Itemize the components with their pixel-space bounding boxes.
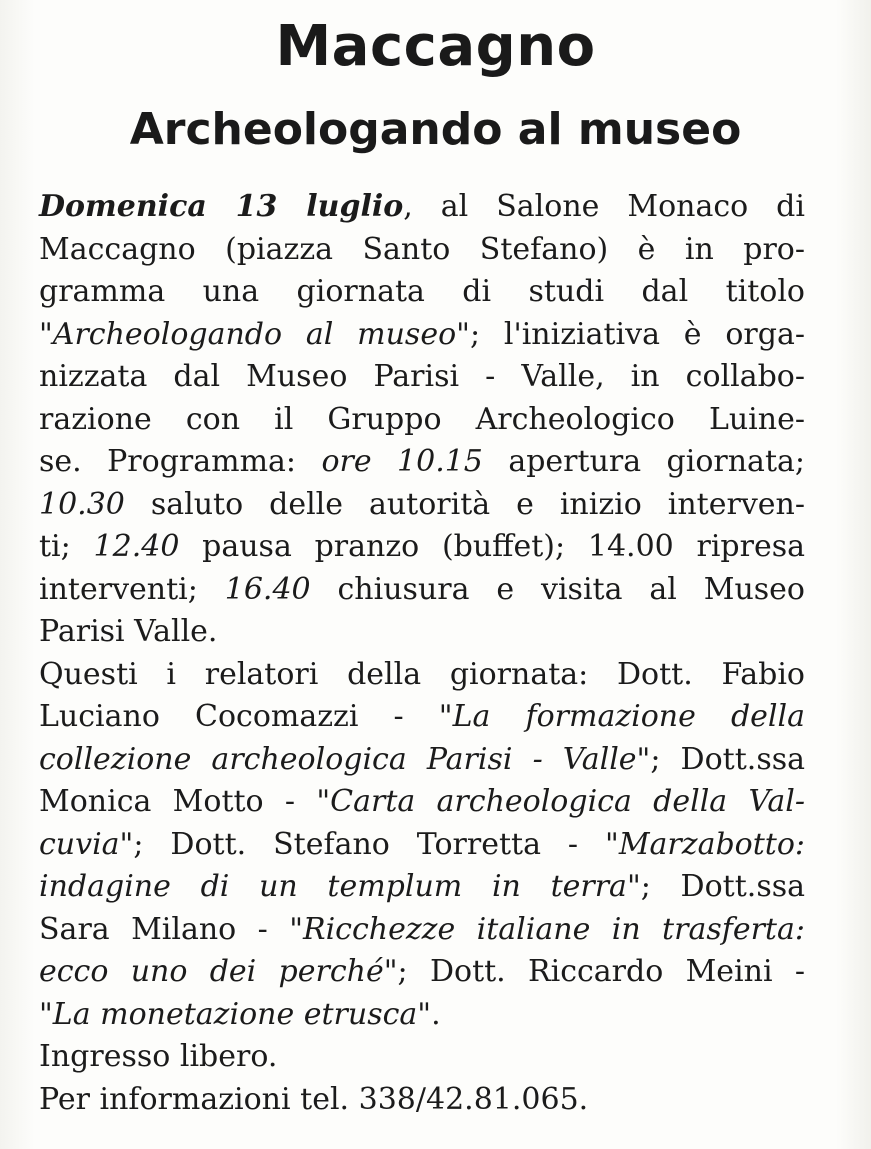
article-text-run: collezione archeologica Parisi - Valle"	[39, 741, 651, 777]
article-text-run: interventi;	[39, 571, 225, 607]
article-line	[39, 399, 805, 442]
article-text-run: ore 10.15	[321, 444, 483, 479]
article-line	[39, 611, 805, 654]
article-text-run: .	[431, 996, 441, 1032]
article-line	[39, 739, 805, 782]
article-line	[39, 909, 805, 952]
article-text-run: "Ricchezze italiane in trasferta:	[289, 911, 805, 947]
article-text-run: chiusura e visita al Museo	[310, 571, 805, 607]
article-text-run: ; Dott.ssa	[640, 869, 805, 904]
article-line	[39, 994, 805, 1037]
article-text-run: Maccagno (piazza Santo Stefano) è in pro-	[39, 231, 805, 267]
article-line	[39, 484, 805, 527]
article-text-run: Domenica 13 luglio	[39, 189, 404, 224]
article-line	[39, 866, 805, 909]
article-text-run: Per informazioni tel. 338/42.81.065.	[39, 1081, 589, 1117]
article-line	[39, 271, 805, 314]
article-line	[39, 526, 805, 569]
article-line	[39, 186, 805, 229]
article-text-run: gramma una giornata di studi dal titolo	[39, 274, 805, 309]
article-subtitle: Archeologando al museo	[129, 104, 742, 155]
article-line	[39, 356, 805, 399]
article-text-run: se. Programma:	[39, 444, 322, 479]
article-text-run: indagine di un templum in terra"	[39, 869, 641, 904]
article-text-run: ; Dott.ssa	[650, 741, 805, 777]
article-text-run: cuvia"	[39, 826, 134, 862]
article-text-run: Monica Motto -	[39, 784, 317, 819]
article-line	[39, 824, 805, 867]
article-text-run: 12.40	[93, 529, 180, 564]
article-text-run: apertura giornata;	[482, 444, 805, 479]
article-text-run: 16.40	[224, 571, 311, 607]
article-text-run: Ingresso libero.	[39, 1039, 278, 1074]
article-text-run: "Marzabotto:	[605, 826, 805, 862]
article-title: Maccagno	[275, 14, 596, 79]
article-text-run: Parisi Valle.	[39, 614, 218, 649]
article-line	[39, 654, 805, 697]
article-line	[39, 1036, 805, 1079]
article-text-run: 10.30	[39, 486, 125, 522]
article-text-run: Luciano Cocomazzi -	[39, 699, 439, 734]
article-text-run: ti;	[39, 529, 94, 564]
article-text-run: Sara Milano -	[39, 911, 290, 947]
article-line	[39, 696, 805, 739]
article-line	[39, 229, 805, 272]
article-text-run: razione con il Gruppo Archeologico Luine-	[39, 401, 805, 437]
article-text-run: ; Dott. Stefano Torretta -	[133, 826, 606, 862]
article-text-run: , al Salone Monaco di	[403, 189, 805, 224]
article-line	[39, 1079, 805, 1122]
article-line	[39, 569, 805, 612]
article-text-run: ; Dott. Riccardo Meini -	[397, 954, 805, 989]
article-text-run: "Archeologando al museo"	[39, 316, 470, 352]
article-body	[39, 186, 805, 1121]
article-text-run: ecco uno dei perché"	[39, 954, 398, 989]
article-line	[39, 314, 805, 357]
article-line	[39, 951, 805, 994]
article-text-run: nizzata dal Museo Parisi - Valle, in collabo-	[39, 359, 805, 394]
article-text-run: saluto delle autorità e inizio interven-	[124, 486, 805, 522]
article-line	[39, 441, 805, 484]
article-text-run: pausa pranzo (buffet); 14.00 ripresa	[179, 529, 806, 564]
article-line	[39, 781, 805, 824]
article-text-run: Questi i relatori della giornata: Dott. Fabio	[39, 656, 805, 692]
article-text-run: ; l'iniziativa è orga-	[469, 316, 805, 352]
article-text-run: "La formazione della	[438, 699, 806, 734]
article-text-run: "La monetazione etrusca"	[39, 996, 432, 1032]
article-text-run: "Carta archeologica della Val-	[316, 784, 805, 819]
